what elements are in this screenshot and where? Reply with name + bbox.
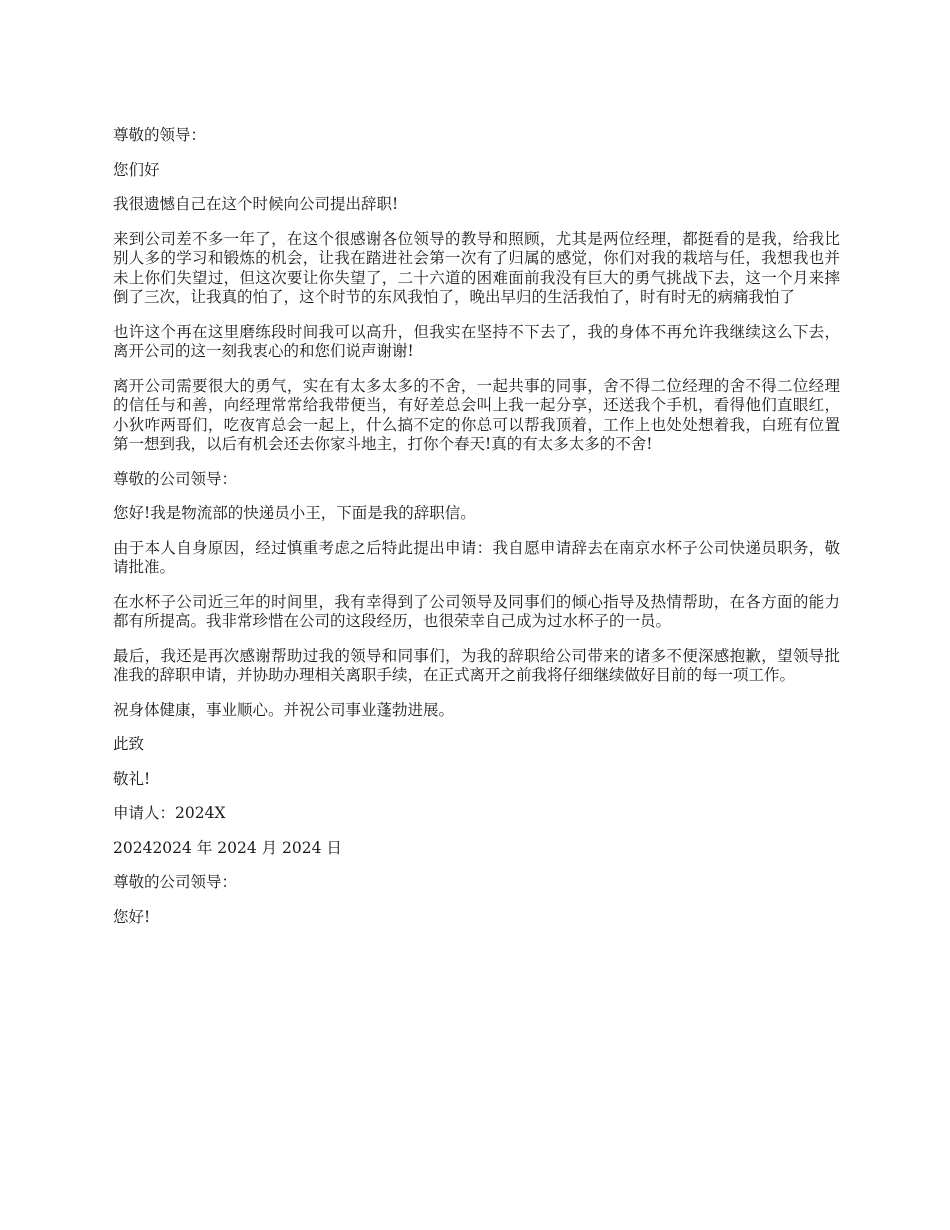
closing-wish: 祝身体健康，事业顺心。并祝公司事业蓬勃进展。	[113, 700, 455, 719]
closing-salute: 敬礼!	[113, 769, 151, 788]
closing: 此致	[113, 735, 145, 753]
paragraph: 最后，我还是再次感谢帮助过我的领导和同事们，为我的辞职给公司带来的诸多不便深感抱歉，望领导批准我的辞职申请，并协助办理相关离职手续，在正式离开之前我将仔细继续做好目前的每一项工作。	[113, 646, 840, 684]
greeting: 您好!	[113, 907, 151, 926]
paragraph: 也许这个再在这里磨练段时间我可以高升，但我实在坚持不下去了，我的身体不再允许我继续这么下去，离开公司的这一刻我衷心的和您们说声谢谢!	[113, 322, 840, 360]
paragraph: 您好!我是物流部的快递员小王，下面是我的辞职信。	[113, 504, 476, 522]
paragraph: 在水杯子公司近三年的时间里，我有幸得到了公司领导及同事们的倾心指导及热情帮助，在各方面的能力都有所提高。我非常珍惜在公司的这段经历，也很荣幸自己成为过水杯子的一员。	[113, 592, 840, 630]
letter-body	[113, 126, 840, 942]
date-line: 20242024 年 2024 月 2024 日	[113, 838, 342, 857]
salutation: 尊敬的公司领导：	[113, 873, 238, 891]
paragraph: 由于本人自身原因，经过慎重考虑之后特此提出申请：我自愿申请辞去在南京水杯子公司快递员职务，敬请批准。	[113, 538, 840, 576]
greeting: 您们好	[113, 160, 160, 179]
paragraph: 我很遗憾自己在这个时候向公司提出辞职!	[113, 195, 399, 213]
applicant-signature: 申请人：2024X	[113, 804, 226, 822]
paragraph: 离开公司需要很大的勇气，实在有太多太多的不舍，一起共事的同事，舍不得二位经理的舍不得二位经理的信任与和善，向经理常常给我带便当，有好差总会叫上我一起分享，还送我个手机，看得他们直眼红，小狄咋两哥们，吃夜宵总会一起上，什么搞不定的你总可以帮我顶着，工作上也处处想着我，白班有位置第一想到我，以后有机会还去你家斗地主，打你个春天!真的有太多太多的不舍!	[113, 376, 840, 453]
paragraph: 来到公司差不多一年了，在这个很感谢各位领导的教导和照顾，尤其是两位经理，都挺看的是我，给我比别人多的学习和锻炼的机会，让我在踏进社会第一次有了归属的感觉，你们对我的栽培与任，我想我也并未上你们失望过，但这次要让你失望了，二十六道的困难面前我没有巨大的勇气挑战下去，这一个月来摔倒了三次，让我真的怕了，这个时节的东风我怕了，晚出早归的生活我怕了，时有时无的病痛我怕了	[113, 229, 840, 306]
salutation: 尊敬的领导：	[113, 126, 207, 144]
salutation: 尊敬的公司领导：	[113, 469, 238, 488]
